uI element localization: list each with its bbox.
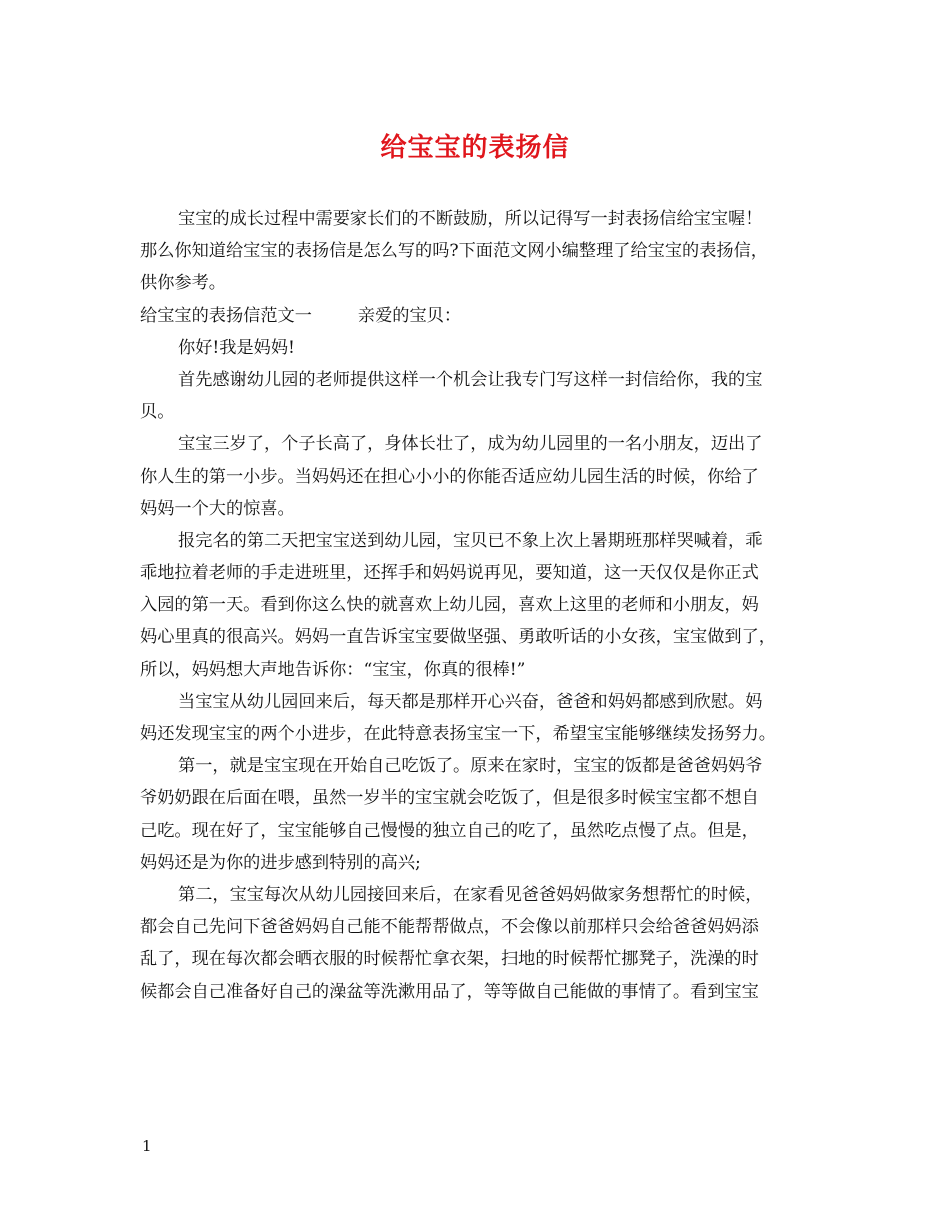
line-text: 爷奶奶跟在后面在喂，虽然一岁半的宝宝就会吃饭了，但是很多时候宝宝都不想自 <box>140 788 759 809</box>
line-text: 妈还发现宝宝的两个小进步，在此特意表扬宝宝一下，希望宝宝能够继续发扬努力。 <box>140 724 776 744</box>
line-text: 乱了，现在每次都会晒衣服的时候帮忙拿衣架，扫地的时候帮忙挪凳子，洗澡的时 <box>140 949 759 970</box>
line-text: 都会自己先问下爸爸妈妈自己能不能帮帮做点，不会像以前那样只会给爸爸妈妈添 <box>140 917 759 938</box>
line-text: 所以，妈妈想大声地告诉你：“宝宝，你真的很棒!” <box>140 659 526 680</box>
text-line <box>140 235 815 267</box>
page-number: 1 <box>142 1137 152 1155</box>
line-text-secondary: 亲爱的宝贝： <box>357 305 462 326</box>
text-line <box>140 557 815 589</box>
line-text: 报完名的第二天把宝宝送到幼儿园，宝贝已不象上次上暑期班那样哭喊着，乖 <box>178 530 763 551</box>
text-line <box>140 300 815 332</box>
line-text: 乖地拉着老师的手走进班里，还挥手和妈妈说再见，要知道，这一天仅仅是你正式 <box>140 563 759 584</box>
text-line <box>140 782 815 814</box>
text-line <box>140 621 815 653</box>
page-title: 给宝宝的表扬信 <box>380 133 570 163</box>
text-line <box>140 943 815 975</box>
line-text: 候都会自己准备好自己的澡盆等洗漱用品了，等等做自己能做的事情了。看到宝宝 <box>140 981 759 1002</box>
text-line <box>140 847 815 879</box>
text-line <box>140 750 815 782</box>
text-line <box>140 396 815 428</box>
text-line <box>140 976 815 1008</box>
text-line <box>140 686 815 718</box>
line-text: 妈心里真的很高兴。妈妈一直告诉宝宝要做坚强、勇敢听话的小女孩，宝宝做到了， <box>140 627 776 648</box>
line-text: 你人生的第一小步。当妈妈还在担心小小的你能否适应幼儿园生活的时候，你给了 <box>140 466 759 487</box>
text-line <box>140 364 815 396</box>
line-text: 宝宝的成长过程中需要家长们的不断鼓励，所以记得写一封表扬信给宝宝喔！ <box>178 209 763 229</box>
text-line <box>140 332 815 364</box>
line-text: 供你参考。 <box>140 273 226 294</box>
text-line <box>140 718 815 750</box>
text-line <box>140 461 815 493</box>
document-body <box>140 203 815 1008</box>
line-text: 入园的第一天。看到你这么快的就喜欢上幼儿园，喜欢上这里的老师和小朋友，妈 <box>140 595 759 616</box>
text-line <box>140 525 815 557</box>
text-line <box>140 428 815 460</box>
text-line <box>140 203 815 235</box>
line-text: 给宝宝的表扬信范文一 <box>140 305 312 326</box>
text-line <box>140 879 815 911</box>
line-text: 第二，宝宝每次从幼儿园接回来后，在家看见爸爸妈妈做家务想帮忙的时候， <box>178 884 763 905</box>
line-text: 己吃。现在好了，宝宝能够自己慢慢的独立自己的吃了，虽然吃点慢了点。但是， <box>140 820 759 841</box>
line-text: 那么你知道给宝宝的表扬信是怎么写的吗?下面范文网小编整理了给宝宝的表扬信， <box>140 241 768 262</box>
text-line <box>140 493 815 525</box>
line-text: 贝。 <box>140 402 175 423</box>
line-text: 宝宝三岁了，个子长高了，身体长壮了，成为幼儿园里的一名小朋友，迈出了 <box>178 434 763 455</box>
line-text: 妈妈一个大的惊喜。 <box>140 498 295 519</box>
text-line <box>140 654 815 686</box>
text-line <box>140 911 815 943</box>
line-text: 当宝宝从幼儿园回来后，每天都是那样开心兴奋，爸爸和妈妈都感到欣慰。妈 <box>178 691 763 712</box>
text-line <box>140 589 815 621</box>
text-line <box>140 815 815 847</box>
text-line <box>140 267 815 299</box>
line-text: 你好!我是妈妈! <box>178 337 295 358</box>
line-text: 首先感谢幼儿园的老师提供这样一个机会让我专门写这样一封信给你，我的宝 <box>178 369 763 390</box>
line-text: 第一，就是宝宝现在开始自己吃饭了。原来在家时，宝宝的饭都是爸爸妈妈爷 <box>178 756 763 777</box>
line-text: 妈妈还是为你的进步感到特别的高兴; <box>140 852 421 873</box>
